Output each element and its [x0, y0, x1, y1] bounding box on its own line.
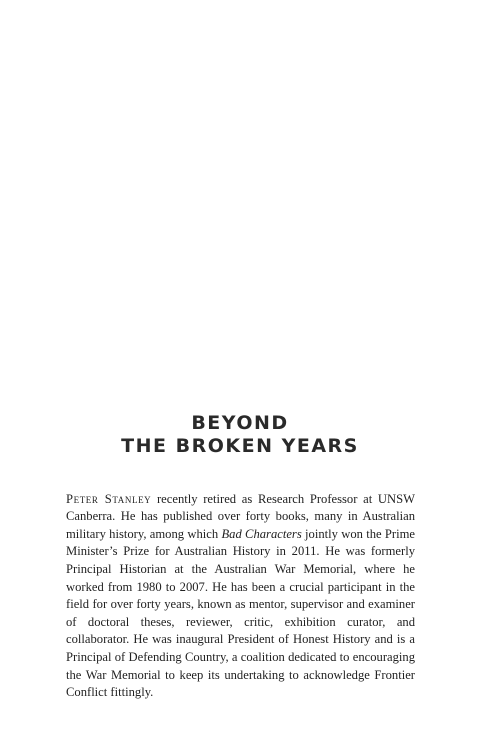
author-biography — [66, 491, 415, 702]
title-line-2: THE BROKEN YEARS — [121, 435, 359, 457]
bio-text-part-1: recently retired as Research Professor at UNSW Canberra. He has published over forty books, many in Australian military history, among which — [66, 491, 415, 541]
bio-text-part-2: jointly won the Prime Minister’s Prize for Australian History in 2011. He was formerly Principal Historian at the Australian War Memorial, where he worked from 1980 to 2007. He has been a crucial participant in the field for over forty years, known as mentor, supervisor and examiner of doctoral theses, reviewer, critic, exhibition curator, and collaborator. He was inaugural President of Honest History and is a Principal of Defending Country, a coalition dedicated to encouraging the War Memorial to keep its undertaking to acknowledge Frontier Conflict fittingly. — [66, 526, 415, 700]
book-title — [0, 412, 480, 458]
title-line-1: BEYOND — [191, 412, 289, 434]
book-title-italic: Bad Characters — [221, 526, 302, 541]
author-name: Peter Stanley — [66, 491, 152, 506]
